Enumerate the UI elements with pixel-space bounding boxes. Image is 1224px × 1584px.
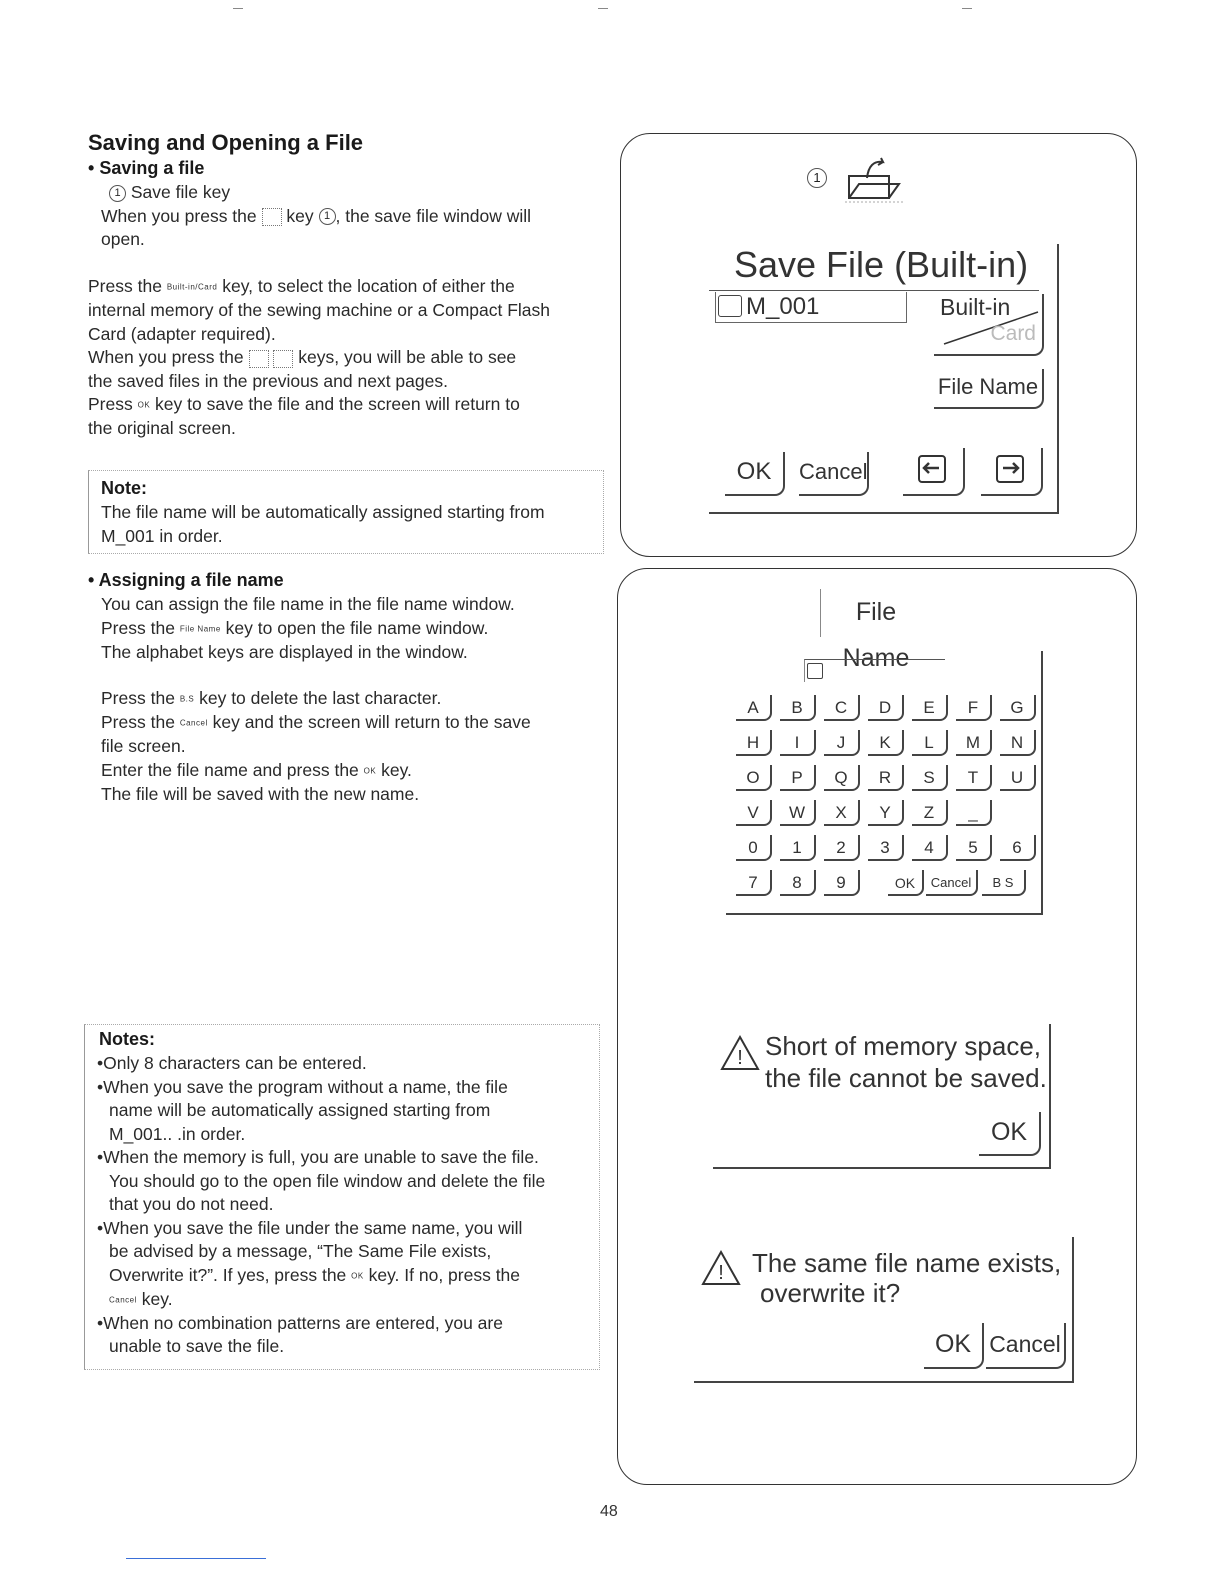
file-name-title: File Name (820, 589, 931, 637)
note-title: Note: (101, 478, 147, 498)
key-a[interactable]: A (736, 695, 772, 721)
key-o[interactable]: O (736, 765, 772, 791)
key-q[interactable]: Q (824, 765, 860, 791)
key-4[interactable]: 4 (912, 835, 948, 861)
key-b[interactable]: B (780, 695, 816, 721)
key-r[interactable]: R (868, 765, 904, 791)
file-name-button[interactable]: File Name (934, 369, 1044, 409)
key-2[interactable]: 2 (824, 835, 860, 861)
key-0[interactable]: 0 (736, 835, 772, 861)
key-k[interactable]: K (868, 730, 904, 756)
cancel-button[interactable]: Cancel (986, 1323, 1066, 1369)
notes-box (84, 1024, 600, 1370)
key-s[interactable]: S (912, 765, 948, 791)
svg-text:!: ! (718, 1262, 724, 1284)
next-page-icon (273, 350, 293, 368)
warning-icon (719, 1034, 761, 1072)
key-m[interactable]: M (956, 730, 992, 756)
key-9[interactable]: 9 (824, 870, 860, 896)
builtin-card-toggle[interactable]: Built-in Card (934, 294, 1044, 356)
assigning-heading: • Assigning a file name (88, 570, 284, 590)
ok-button[interactable]: OK (924, 1323, 984, 1369)
note-line: M_001 in order. (101, 525, 223, 546)
notes-list: •Only 8 characters can be entered. •When you save the program without a name, the file name will be automatically assigned starting from M_001.. .in order. •When the memory is full, you are unable to save the file. You should go to the open file window and delete the file that you do not need. •When you save the file under the same name, you will be advised by a message, “The Same File exists, Overwrite it?”. If yes, press the OK key. If no, press the Cancel key. •When no combination patterns are entered, you are unable to save the file. (97, 1053, 546, 1357)
page-number: 48 (600, 1503, 618, 1520)
warning-text: overwrite it? (760, 1278, 901, 1308)
key-g[interactable]: G (1000, 695, 1036, 721)
key-c[interactable]: C (824, 695, 860, 721)
key-8[interactable]: 8 (780, 870, 816, 896)
key-x[interactable]: X (824, 800, 860, 826)
save-file-panel (620, 133, 1137, 557)
keyboard-window (726, 651, 1043, 915)
ok-button[interactable]: OK (979, 1112, 1041, 1156)
section-title: Saving and Opening a File (88, 130, 364, 155)
key-n[interactable]: N (1000, 730, 1036, 756)
key-f[interactable]: F (956, 695, 992, 721)
callout-number: 1 (807, 168, 827, 188)
name-entry-field[interactable] (804, 659, 945, 682)
prev-page-button[interactable] (903, 448, 965, 496)
memory-warning-dialog (713, 1024, 1051, 1169)
key-j[interactable]: J (824, 730, 860, 756)
warning-icon (700, 1249, 742, 1287)
key-7[interactable]: 7 (736, 870, 772, 896)
key-underscore[interactable]: _ (956, 800, 992, 826)
save-folder-icon (843, 154, 905, 206)
next-page-icon (991, 450, 1031, 490)
saving-heading: • Saving a file (88, 158, 205, 178)
save-file-window (709, 244, 1059, 514)
memory-icon (718, 295, 742, 317)
cancel-key[interactable]: Cancel (926, 870, 978, 896)
key-d[interactable]: D (868, 695, 904, 721)
backspace-key[interactable]: B S (982, 870, 1026, 896)
notes-title: Notes: (99, 1029, 156, 1049)
key-6[interactable]: 6 (1000, 835, 1036, 861)
key-t[interactable]: T (956, 765, 992, 791)
assigning-body: You can assign the file name in the file name window. Press the File Name key to open the file name window. The alphabet keys are displayed in the window. Press the B.S key to delete the last character. Press the Cancel key and the screen will return to the save file screen. Enter the file name and press the OK key. The file will be saved with the new name. (101, 594, 531, 804)
key-5[interactable]: 5 (956, 835, 992, 861)
key-v[interactable]: V (736, 800, 772, 826)
key-l[interactable]: L (912, 730, 948, 756)
key-1[interactable]: 1 (780, 835, 816, 861)
filename-field[interactable] (715, 292, 907, 323)
next-page-button[interactable] (981, 448, 1043, 496)
note-line: The file name will be automatically assigned starting from (101, 502, 545, 522)
key-z[interactable]: Z (912, 800, 948, 826)
saving-body: 1 Save file key When you press the key 1 , the save file window will open. (101, 182, 531, 249)
save-file-icon (262, 208, 282, 226)
svg-text:!: ! (737, 1047, 743, 1069)
key-y[interactable]: Y (868, 800, 904, 826)
key-3[interactable]: 3 (868, 835, 904, 861)
warning-text: The same file name exists, (752, 1248, 1062, 1278)
ok-button[interactable]: OK (725, 452, 785, 496)
key-w[interactable]: W (780, 800, 816, 826)
warning-text: the file cannot be saved. (765, 1063, 1047, 1093)
key-p[interactable]: P (780, 765, 816, 791)
key-h[interactable]: H (736, 730, 772, 756)
key-u[interactable]: U (1000, 765, 1036, 791)
key-e[interactable]: E (912, 695, 948, 721)
file-name-panel (617, 568, 1137, 1485)
note-box (88, 470, 604, 554)
prev-page-icon (913, 450, 953, 490)
builtin-card-icon: Built-in/Card (166, 282, 218, 292)
warning-text: Short of memory space, (765, 1031, 1041, 1061)
filename-value: M_001 (746, 293, 820, 320)
saving-body-2: Press the Built-in/Card key, to select the location of either the internal memory of the sewing machine or a Compact Flash Card (adapter required). When you press the keys, you will be able to see the saved files in the previous and next pages. Press OK key to save the file and the screen will return to the original screen. (88, 276, 551, 439)
cancel-button[interactable]: Cancel (799, 452, 869, 496)
prev-page-icon (249, 350, 269, 368)
key-i[interactable]: I (780, 730, 816, 756)
ok-key[interactable]: OK (888, 870, 924, 896)
memory-icon (807, 663, 823, 679)
overwrite-warning-dialog (694, 1237, 1074, 1383)
window-title: Save File (Built-in) (734, 244, 1029, 285)
